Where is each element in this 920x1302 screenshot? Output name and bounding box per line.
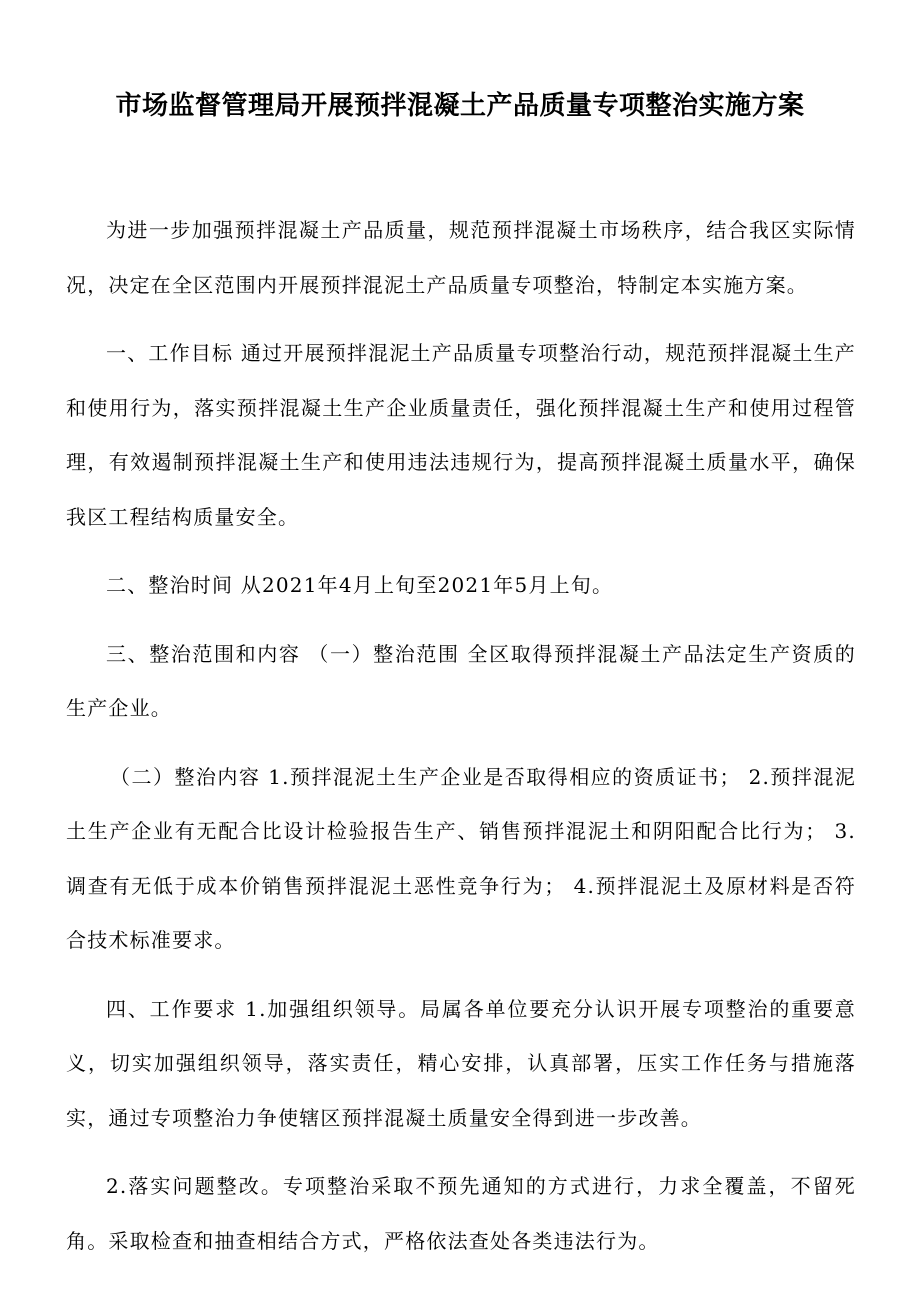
paragraph-requirements: 四、工作要求 1.加强组织领导。局属各单位要充分认识开展专项整治的重要意义，切实加强组织领导，落实责任，精心安排，认真部署，压实工作任务与措施落实，通过专项整治力争使辖区预拌混凝土质量安全得到进一步改善。 xyxy=(66,996,856,1130)
document-title: 市场监督管理局开展预拌混凝土产品质量专项整治实施方案 xyxy=(115,91,805,121)
paragraph-work-goal: 一、工作目标 通过开展预拌混泥土产品质量专项整治行动，规范预拌混凝土生产和使用行为，落实预拌混凝土生产企业质量责任，强化预拌混凝土生产和使用过程管理，有效遏制预拌混凝土生产和使用违法违规行为，提高预拌混凝土质量水平，确保我区工程结构质量安全。 xyxy=(66,341,856,529)
paragraph-intro: 为进一步加强预拌混凝土产品质量，规范预拌混凝土市场秩序，结合我区实际情况，决定在全区范围内开展预拌混泥土产品质量专项整治，特制定本实施方案。 xyxy=(66,218,856,297)
paragraph-rectification: 2.落实问题整改。专项整治采取不预先通知的方式进行，力求全覆盖，不留死角。采取检查和抽查相结合方式，严格依法查处各类违法行为。 xyxy=(66,1174,856,1253)
paragraph-rectification-period: 二、整治时间 从2021年4月上旬至2021年5月上旬。 xyxy=(106,573,614,597)
paragraph-scope: 三、整治范围和内容 （一）整治范围 全区取得预拌混凝土产品法定生产资质的生产企业。 xyxy=(66,641,856,720)
paragraph-content: （二）整治内容 1.预拌混泥土生产企业是否取得相应的资质证书； 2.预拌混泥土生产企业有无配合比设计检验报告生产、销售预拌混泥土和阴阳配合比行为； 3.调查有无低于成本价销售预拌混泥土恶性竞争行为； 4.预拌混泥土及原材料是否符合技术标准要求。 xyxy=(66,764,856,952)
document-body xyxy=(66,203,856,1268)
